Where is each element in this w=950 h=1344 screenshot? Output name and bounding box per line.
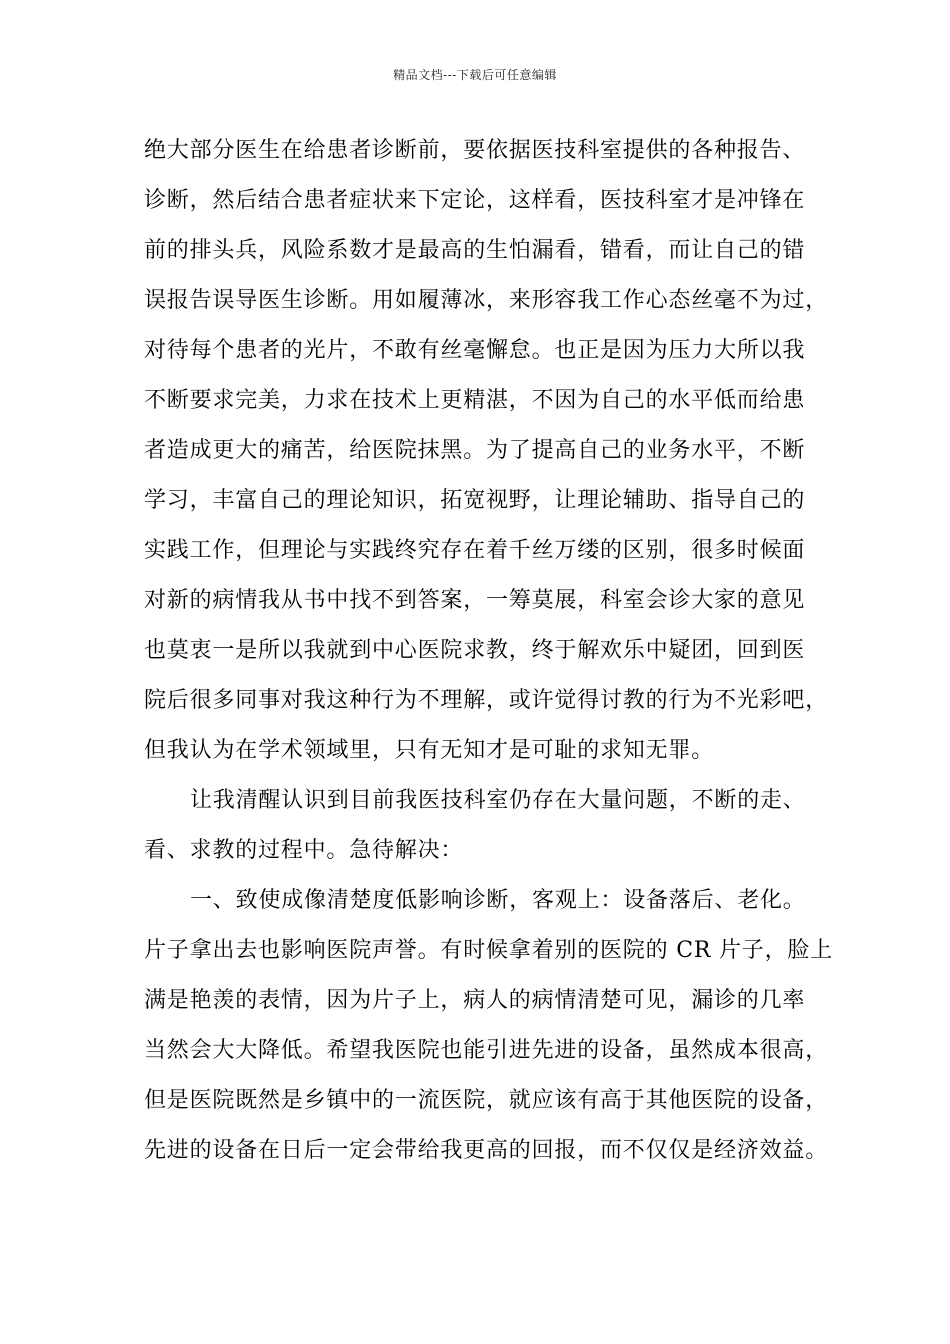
text-line: 先进的设备在日后一定会带给我更高的回报，而不仅仅是经济效益。 (144, 1138, 829, 1163)
paragraph-start-line: 让我清醒认识到目前我医技科室仍存在大量问题，不断的走、 (190, 788, 806, 813)
text-line: 实践工作，但理论与实践终究存在着千丝万缕的区别，很多时候面 (144, 538, 806, 563)
paragraph-start-line: 一、致使成像清楚度低影响诊断，客观上：设备落后、老化。 (190, 888, 806, 913)
text-line: 不断要求完美，力求在技术上更精湛，不因为自己的水平低而给患 (144, 388, 806, 413)
body-text (144, 126, 833, 1176)
text-line: 满是艳羡的表情，因为片子上，病人的病情清楚可见，漏诊的几率 (144, 988, 806, 1013)
text-line: 但我认为在学术领域里，只有无知才是可耻的求知无罪。 (144, 738, 715, 763)
text-line: 对待每个患者的光片，不敢有丝毫懈怠。也正是因为压力大所以我 (144, 338, 806, 363)
text-line: 看、求教的过程中。急待解决： (144, 838, 464, 863)
text-line: 片子拿出去也影响医院声誉。有时候拿着别的医院的 CR 片子，脸上 (144, 938, 833, 963)
text-line: 者造成更大的痛苦，给医院抹黑。为了提高自己的业务水平，不断 (144, 438, 806, 463)
text-line: 当然会大大降低。希望我医院也能引进先进的设备，虽然成本很高， (144, 1038, 829, 1063)
text-line: 也莫衷一是所以我就到中心医院求教，终于解欢乐中疑团，回到医 (144, 638, 806, 663)
text-line: 绝大部分医生在给患者诊断前，要依据医技科室提供的各种报告、 (144, 138, 806, 163)
text-line: 院后很多同事对我这种行为不理解，或许觉得讨教的行为不光彩吧， (144, 688, 829, 713)
text-line: 误报告误导医生诊断。用如履薄冰，来形容我工作心态丝毫不为过， (144, 288, 829, 313)
text-line: 但是医院既然是乡镇中的一流医院，就应该有高于其他医院的设备， (144, 1088, 829, 1113)
text-line: 前的排头兵，风险系数才是最高的生怕漏看，错看，而让自己的错 (144, 238, 806, 263)
text-line: 对新的病情我从书中找不到答案，一筹莫展，科室会诊大家的意见 (144, 588, 806, 613)
text-line: 学习，丰富自己的理论知识，拓宽视野，让理论辅助、指导自己的 (144, 488, 806, 513)
page-header: 精品文档---下载后可任意编辑 (393, 68, 557, 82)
text-line: 诊断，然后结合患者症状来下定论，这样看，医技科室才是冲锋在 (144, 188, 806, 213)
